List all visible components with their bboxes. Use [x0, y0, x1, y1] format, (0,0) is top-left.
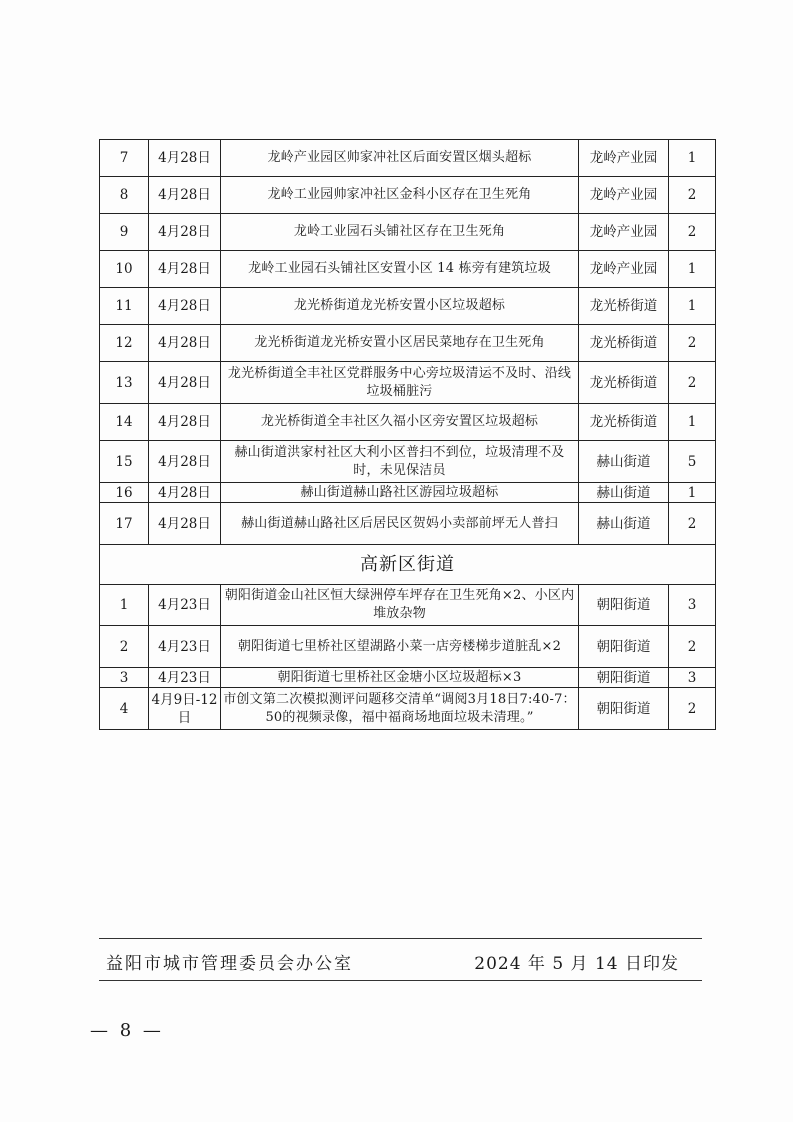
cell-date: 4月28日 [149, 404, 221, 441]
cell-desc: 龙光桥街道龙光桥安置小区居民菜地存在卫生死角 [221, 325, 579, 362]
issue-date: 2024 年 5 月 14 日印发 [474, 954, 679, 974]
table-row [100, 668, 716, 688]
cell-count: 1 [669, 288, 716, 325]
cell-unit: 赫山街道 [579, 503, 669, 545]
cell-no: 4 [100, 688, 149, 730]
footer-bottom-rule [99, 980, 702, 981]
cell-date: 4月28日 [149, 441, 221, 483]
table-row [100, 483, 716, 503]
cell-no: 1 [100, 585, 149, 626]
cell-unit: 朝阳街道 [579, 688, 669, 730]
cell-unit: 朝阳街道 [579, 668, 669, 688]
cell-unit: 朝阳街道 [579, 585, 669, 626]
cell-date: 4月28日 [149, 483, 221, 503]
cell-unit: 龙光桥街道 [579, 288, 669, 325]
cell-desc: 龙光桥街道全丰社区久福小区旁安置区垃圾超标 [221, 404, 579, 441]
cell-unit: 赫山街道 [579, 483, 669, 503]
cell-unit: 赫山街道 [579, 441, 669, 483]
table-row [100, 503, 716, 545]
table-row [100, 140, 716, 177]
cell-no: 16 [100, 483, 149, 503]
issuer-name: 益阳市城市管理委员会办公室 [106, 954, 353, 974]
table-row [100, 688, 716, 730]
cell-desc: 赫山街道赫山路社区后居民区贺妈小卖部前坪无人普扫 [221, 503, 579, 545]
cell-desc: 朝阳街道金山社区恒大绿洲停车坪存在卫生死角×2、小区内堆放杂物 [221, 585, 579, 626]
table-row [100, 585, 716, 626]
table-row [100, 177, 716, 214]
table-row [100, 288, 716, 325]
cell-no: 9 [100, 214, 149, 251]
table-row [100, 214, 716, 251]
cell-desc: 龙光桥街道全丰社区党群服务中心旁垃圾清运不及时、沿线垃圾桶脏污 [221, 362, 579, 404]
cell-date: 4月28日 [149, 177, 221, 214]
cell-no: 17 [100, 503, 149, 545]
cell-desc: 赫山街道洪家村社区大利小区普扫不到位，垃圾清理不及时，未见保洁员 [221, 441, 579, 483]
cell-no: 8 [100, 177, 149, 214]
cell-desc: 龙岭工业园石头铺社区安置小区 14 栋旁有建筑垃圾 [221, 251, 579, 288]
cell-date: 4月28日 [149, 325, 221, 362]
cell-desc: 龙岭工业园石头铺社区存在卫生死角 [221, 214, 579, 251]
cell-date: 4月28日 [149, 214, 221, 251]
cell-date: 4月9日-12日 [149, 688, 221, 730]
cell-unit: 朝阳街道 [579, 626, 669, 668]
cell-count: 2 [669, 688, 716, 730]
cell-unit: 龙光桥街道 [579, 404, 669, 441]
cell-no: 15 [100, 441, 149, 483]
cell-no: 3 [100, 668, 149, 688]
page-number: — 8 — [90, 1020, 164, 1041]
table-row [100, 325, 716, 362]
section-title: 高新区街道 [100, 545, 716, 585]
cell-unit: 龙岭产业园 [579, 140, 669, 177]
table-row [100, 404, 716, 441]
cell-count: 3 [669, 585, 716, 626]
cell-no: 7 [100, 140, 149, 177]
cell-no: 13 [100, 362, 149, 404]
cell-count: 2 [669, 214, 716, 251]
cell-date: 4月28日 [149, 288, 221, 325]
cell-desc: 朝阳街道七里桥社区金塘小区垃圾超标×3 [221, 668, 579, 688]
cell-no: 12 [100, 325, 149, 362]
cell-date: 4月23日 [149, 626, 221, 668]
cell-date: 4月28日 [149, 140, 221, 177]
cell-count: 1 [669, 140, 716, 177]
cell-count: 1 [669, 483, 716, 503]
cell-count: 1 [669, 404, 716, 441]
cell-date: 4月23日 [149, 668, 221, 688]
cell-no: 11 [100, 288, 149, 325]
cell-date: 4月28日 [149, 503, 221, 545]
cell-desc: 市创文第二次模拟测评问题移交清单“调阅3月18日7:40-7：50的视频录像，福中福商场地面垃圾未清理。” [221, 688, 579, 730]
table-row [100, 251, 716, 288]
inspection-table [99, 139, 716, 730]
cell-count: 5 [669, 441, 716, 483]
cell-date: 4月23日 [149, 585, 221, 626]
cell-desc: 龙岭产业园区帅家冲社区后面安置区烟头超标 [221, 140, 579, 177]
cell-count: 1 [669, 251, 716, 288]
cell-count: 2 [669, 626, 716, 668]
cell-desc: 赫山街道赫山路社区游园垃圾超标 [221, 483, 579, 503]
cell-count: 2 [669, 325, 716, 362]
cell-date: 4月28日 [149, 251, 221, 288]
cell-desc: 龙岭工业园帅家冲社区金科小区存在卫生死角 [221, 177, 579, 214]
cell-no: 14 [100, 404, 149, 441]
section-row [100, 545, 716, 585]
cell-count: 3 [669, 668, 716, 688]
cell-no: 10 [100, 251, 149, 288]
cell-count: 2 [669, 177, 716, 214]
cell-unit: 龙光桥街道 [579, 325, 669, 362]
table-row [100, 362, 716, 404]
cell-no: 2 [100, 626, 149, 668]
cell-desc: 龙光桥街道龙光桥安置小区垃圾超标 [221, 288, 579, 325]
cell-unit: 龙岭产业园 [579, 214, 669, 251]
table-row [100, 441, 716, 483]
cell-count: 2 [669, 362, 716, 404]
cell-unit: 龙光桥街道 [579, 362, 669, 404]
cell-unit: 龙岭产业园 [579, 177, 669, 214]
cell-unit: 龙岭产业园 [579, 251, 669, 288]
cell-date: 4月28日 [149, 362, 221, 404]
cell-desc: 朝阳街道七里桥社区望湖路小菜一店旁楼梯步道脏乱×2 [221, 626, 579, 668]
table-row [100, 626, 716, 668]
cell-count: 2 [669, 503, 716, 545]
footer-top-rule [99, 938, 702, 939]
